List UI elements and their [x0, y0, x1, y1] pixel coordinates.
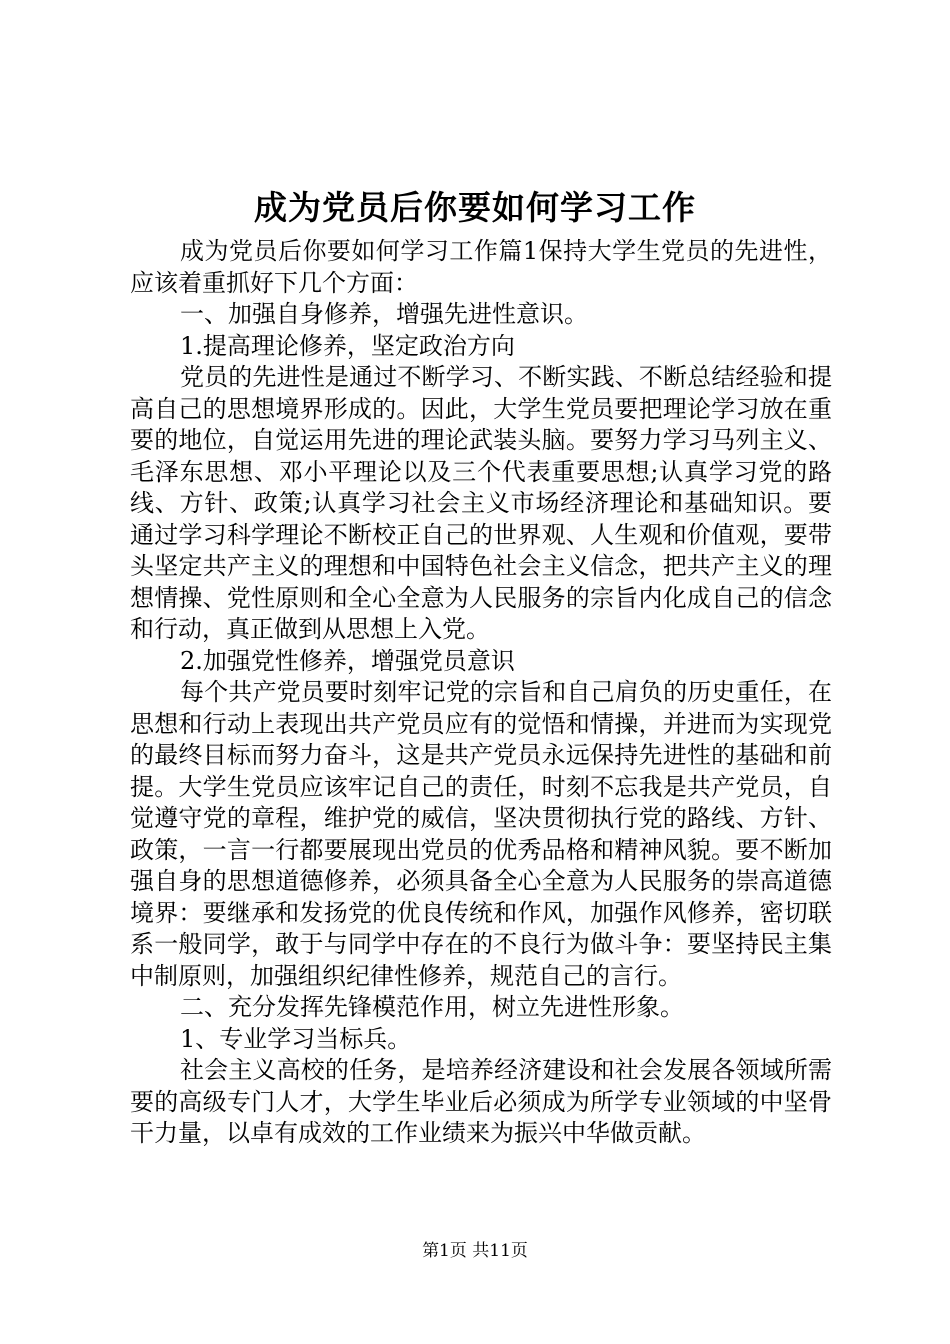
- heading-subsection-2-1: 1、专业学习当标兵。: [180, 1024, 412, 1053]
- heading-section-1: 一、加强自身修养，增强先进性意识。: [180, 300, 588, 328]
- paragraph-party-spirit: 每个共产党员要时刻牢记党的宗旨和自己肩负的历史重任，在思想和行动上表现出共产党员应有的觉悟和情操，并进而为实现党的最终目标而努力奋斗，这是共产党员永远保持先进性的基础和前提。大学生党员应该牢记自己的责任，时刻不忘我是共产党员，自觉遵守党的章程，维护党的威信，坚决贯彻执行党的路线、方针、政策，一言一行都要展现出党员的优秀品格和精神风貌。要不断加强自身的思想道德修养，必须具备全心全意为人民服务的崇高道德境界：要继承和发扬党的优良传统和作风，加强作风修养，密切联系一般同学，敢于与同学中存在的不良行为做斗争：要坚持民主集中制原则，加强组织纪律性修养，规范自己的言行。: [130, 678, 832, 990]
- paragraph-study: 社会主义高校的任务，是培养经济建设和社会发展各领域所需要的高级专门人才，大学生毕业后必须成为所学专业领域的中坚骨干力量，以卓有成效的工作业绩来为振兴中华做贡献。: [130, 1056, 832, 1147]
- document-title: 成为党员后你要如何学习工作: [254, 188, 696, 227]
- heading-subsection-1-2: 2.加强党性修养，增强党员意识: [180, 646, 515, 675]
- paragraph-intro: 成为党员后你要如何学习工作篇1保持大学生党员的先进性，应该着重抓好下几个方面：: [130, 237, 832, 297]
- paragraph-theory: 党员的先进性是通过不断学习、不断实践、不断总结经验和提高自己的思想境界形成的。因此，大学生党员要把理论学习放在重要的地位，自觉运用先进的理论武装头脑。要努力学习马列主义、毛泽东思想、邓小平理论以及三个代表重要思想;认真学习党的路线、方针、政策;认真学习社会主义市场经济理论和基础知识。要通过学习科学理论不断校正自己的世界观、人生观和价值观，要带头坚定共产主义的理想和中国特色社会主义信念，把共产主义的理想情操、党性原则和全心全意为人民服务的宗旨内化成自己的信念和行动，真正做到从思想上入党。: [130, 363, 832, 643]
- document-body: [130, 236, 832, 1150]
- heading-subsection-1-1: 1.提高理论修养，坚定政治方向: [180, 331, 515, 360]
- page-number-footer: 第1页 共11页: [422, 1241, 528, 1261]
- heading-section-2: 二、充分发挥先锋模范作用，树立先进性形象。: [180, 993, 684, 1021]
